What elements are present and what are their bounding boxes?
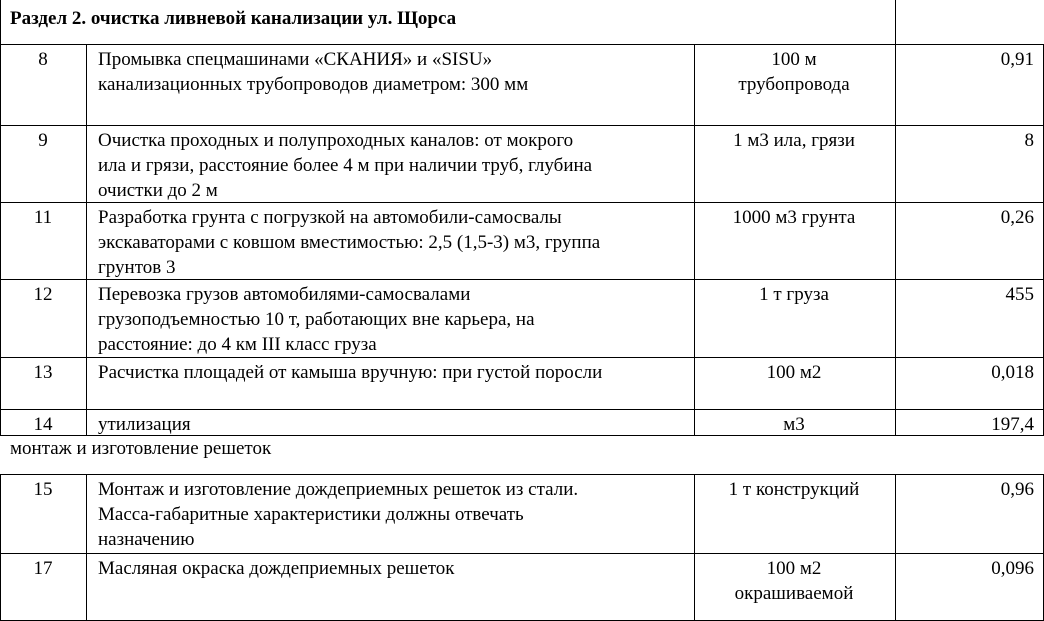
table-column-line — [86, 202, 87, 279]
table-row-line — [0, 553, 1044, 554]
row-number: 14 — [33, 414, 53, 435]
row-description: канализационных трубопроводов диаметром: 300 мм — [98, 74, 529, 95]
row-unit: окрашиваемой — [734, 583, 854, 604]
row-value: 455 — [1005, 284, 1034, 305]
row-description: экскаваторами с ковшом вместимостью: 2,5 (1,5-3) м3, группа — [98, 232, 601, 253]
row-description: Разработка грунта с погрузкой на автомобили-самосвалы — [98, 207, 562, 228]
table-column-line — [895, 357, 896, 409]
row-number: 17 — [33, 558, 53, 579]
table-column-line — [0, 357, 1, 409]
row-description: Промывка спецмашинами «СКАНИЯ» и «SISU» — [98, 49, 493, 70]
table-column-line — [86, 44, 87, 125]
row-unit: 100 м — [771, 49, 817, 70]
row-description: Перевозка грузов автомобилями-самосвалами — [98, 284, 471, 305]
row-description: назначению — [98, 529, 195, 550]
row-description: Расчистка площадей от камыша вручную: при густой поросли — [98, 362, 603, 383]
table-column-line — [694, 279, 695, 357]
table-column-line — [694, 357, 695, 409]
table-column-line — [895, 279, 896, 357]
row-number: 11 — [33, 207, 53, 228]
row-description: Очистка проходных и полупроходных каналов: от мокрого — [98, 130, 574, 151]
row-unit: 100 м2 — [766, 558, 822, 579]
row-description: Масса-габаритные характеристики должны отвечать — [98, 504, 524, 525]
section-title: Раздел 2. очистка ливневой канализации ул. Щорса — [10, 8, 457, 29]
table-column-line — [895, 553, 896, 620]
row-unit: 1 м3 ила, грязи — [733, 130, 855, 151]
table-column-line — [694, 125, 695, 202]
table-column-line — [0, 44, 1, 125]
table-column-line — [0, 553, 1, 620]
row-value: 197,4 — [991, 414, 1034, 435]
table-column-line — [0, 202, 1, 279]
subsection-title: монтаж и изготовление решеток — [10, 438, 272, 459]
table-column-line — [895, 474, 896, 553]
table-column-line — [86, 474, 87, 553]
table-row-line — [0, 279, 1044, 280]
row-value: 0,26 — [1000, 207, 1034, 228]
row-description: грузоподъемностью 10 т, работающих вне карьера, на — [98, 309, 535, 330]
row-description: Масляная окраска дождеприемных решеток — [98, 558, 455, 579]
table-column-line — [694, 202, 695, 279]
row-unit: м3 — [783, 414, 805, 435]
table-column-line — [694, 474, 695, 553]
row-unit: 1000 м3 грунта — [732, 207, 856, 228]
table-column-line — [86, 279, 87, 357]
row-unit: трубопровода — [738, 74, 850, 95]
row-number: 15 — [33, 479, 53, 500]
row-unit: 1 т груза — [759, 284, 829, 305]
table-column-line — [0, 279, 1, 357]
table-column-line — [86, 125, 87, 202]
row-number: 9 — [38, 130, 48, 151]
row-value: 0,96 — [1000, 479, 1034, 500]
row-description: ила и грязи, расстояние более 4 м при наличии труб, глубина — [98, 155, 593, 176]
table-row-line — [0, 409, 1044, 410]
row-number: 13 — [33, 362, 53, 383]
table-column-line — [86, 409, 87, 435]
table-column-line — [86, 553, 87, 620]
table-row-line — [0, 357, 1044, 358]
table-column-line — [895, 125, 896, 202]
row-value: 0,018 — [991, 362, 1034, 383]
row-description: утилизация — [98, 414, 191, 435]
table-column-line — [0, 125, 1, 202]
table-row-line — [0, 202, 1044, 203]
table-row-line — [0, 44, 1044, 45]
row-value: 0,91 — [1000, 49, 1034, 70]
table-column-line — [895, 44, 896, 125]
row-description: Монтаж и изготовление дождеприемных решеток из стали. — [98, 479, 579, 500]
row-description: грунтов 3 — [98, 257, 176, 278]
row-value: 0,096 — [991, 558, 1034, 579]
row-description: очистки до 2 м — [98, 180, 218, 201]
row-description: расстояние: до 4 км III класс груза — [98, 334, 377, 355]
table-column-line — [694, 553, 695, 620]
table-column-line — [895, 409, 896, 435]
row-number: 12 — [33, 284, 53, 305]
title-divider — [895, 0, 896, 44]
row-unit: 100 м2 — [766, 362, 822, 383]
table-column-line — [895, 202, 896, 279]
table-column-line — [0, 474, 1, 553]
table-column-line — [0, 409, 1, 435]
table-row-line — [0, 474, 1044, 475]
row-unit: 1 т конструкций — [728, 479, 860, 500]
table-column-line — [694, 409, 695, 435]
row-number: 8 — [38, 49, 48, 70]
row-value: 8 — [1024, 130, 1034, 151]
table-left-border — [0, 0, 1, 44]
table-column-line — [86, 357, 87, 409]
table-row-line — [0, 125, 1044, 126]
table-column-line — [694, 44, 695, 125]
